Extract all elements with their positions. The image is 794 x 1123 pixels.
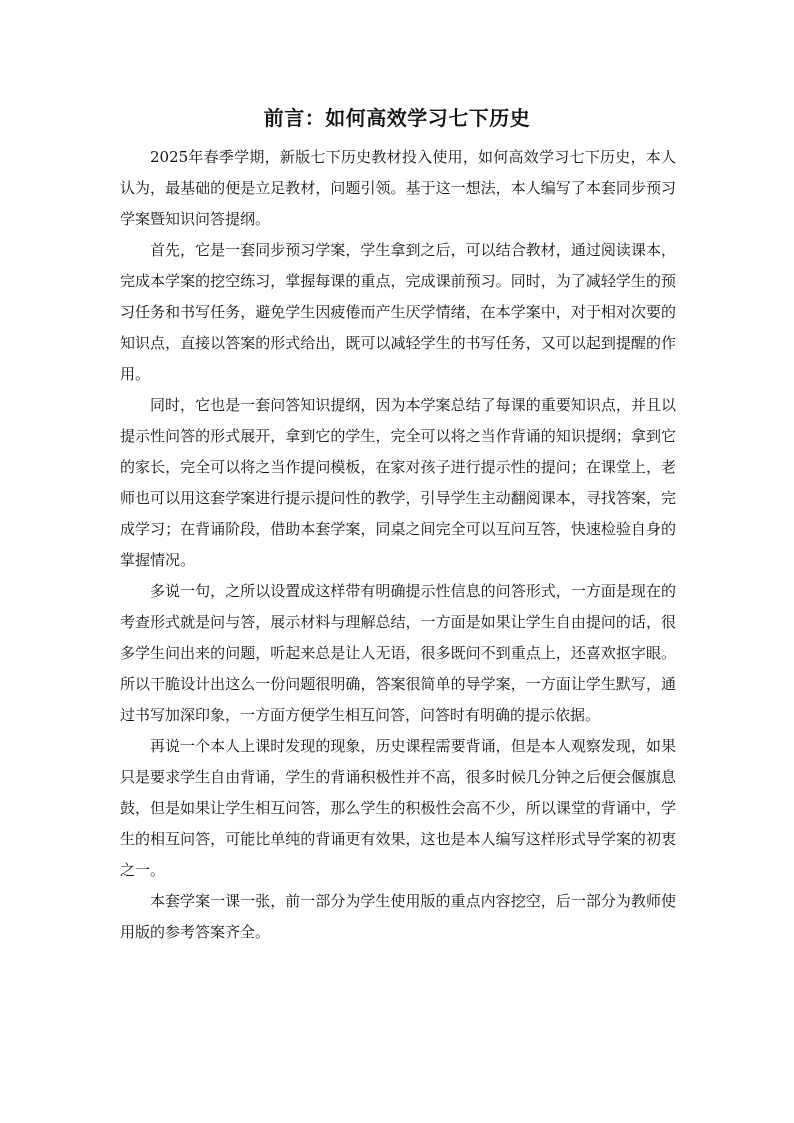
paragraph-2: 首先，它是一套同步预习学案，学生拿到之后，可以结合教材，通过阅读课本，完成本学案的挖空练习，掌握每课的重点，完成课前预习。同时，为了减轻学生的预习任务和书写任务，避免学生因疲倦而产生厌学情绪，在本学案中，对于相对次要的知识点，直接以答案的形式给出，既可以减轻学生的书写任务，又可以起到提醒的作用。 bbox=[120, 241, 676, 383]
paragraph-4: 多说一句，之所以设置成这样带有明确提示性信息的问答形式，一方面是现在的考查形式就是问与答，展示材料与理解总结，一方面是如果让学生自由提问的话，很多学生问出来的问题，听起来总是让人无语，很多既问不到重点上，还喜欢抠字眼。所以干脆设计出这么一份问题很明确，答案很简单的导学案，一方面让学生默写，通过书写加深印象，一方面方便学生相互问答，问答时有明确的提示依据。 bbox=[120, 582, 676, 724]
paragraph-6: 本套学案一课一张，前一部分为学生使用版的重点内容挖空，后一部分为教师使用版的参考答案齐全。 bbox=[120, 892, 676, 941]
paragraph-1: 2025年春季学期，新版七下历史教材投入使用，如何高效学习七下历史，本人认为，最基础的便是立足教材，问题引领。基于这一想法，本人编写了本套同步预习学案暨知识问答提纲。 bbox=[120, 148, 676, 228]
paragraph-3: 同时，它也是一套问答知识提纲，因为本学案总结了每课的重要知识点，并且以提示性问答的形式展开，拿到它的学生，完全可以将之当作背诵的知识提纲；拿到它的家长，完全可以将之当作提问模板，在家对孩子进行提示性的提问；在课堂上，老师也可以用这套学案进行提示提问性的教学，引导学生主动翻阅课本，寻找答案，完成学习；在背诵阶段，借助本套学案，同桌之间完全可以互问互答，快速检验自身的掌握情况。 bbox=[120, 396, 676, 569]
page-title: 前言：如何高效学习七下历史 bbox=[263, 106, 531, 130]
preface-body bbox=[120, 142, 676, 948]
paragraph-5: 再说一个本人上课时发现的现象，历史课程需要背诵，但是本人观察发现，如果只是要求学生自由背诵，学生的背诵积极性并不高，很多时候几分钟之后便会偃旗息鼓，但是如果让学生相互问答，那么学生的积极性会高不少，所以课堂的背诵中，学生的相互问答，可能比单纯的背诵更有效果，这也是本人编写这样形式导学案的初衷之一。 bbox=[120, 737, 676, 879]
